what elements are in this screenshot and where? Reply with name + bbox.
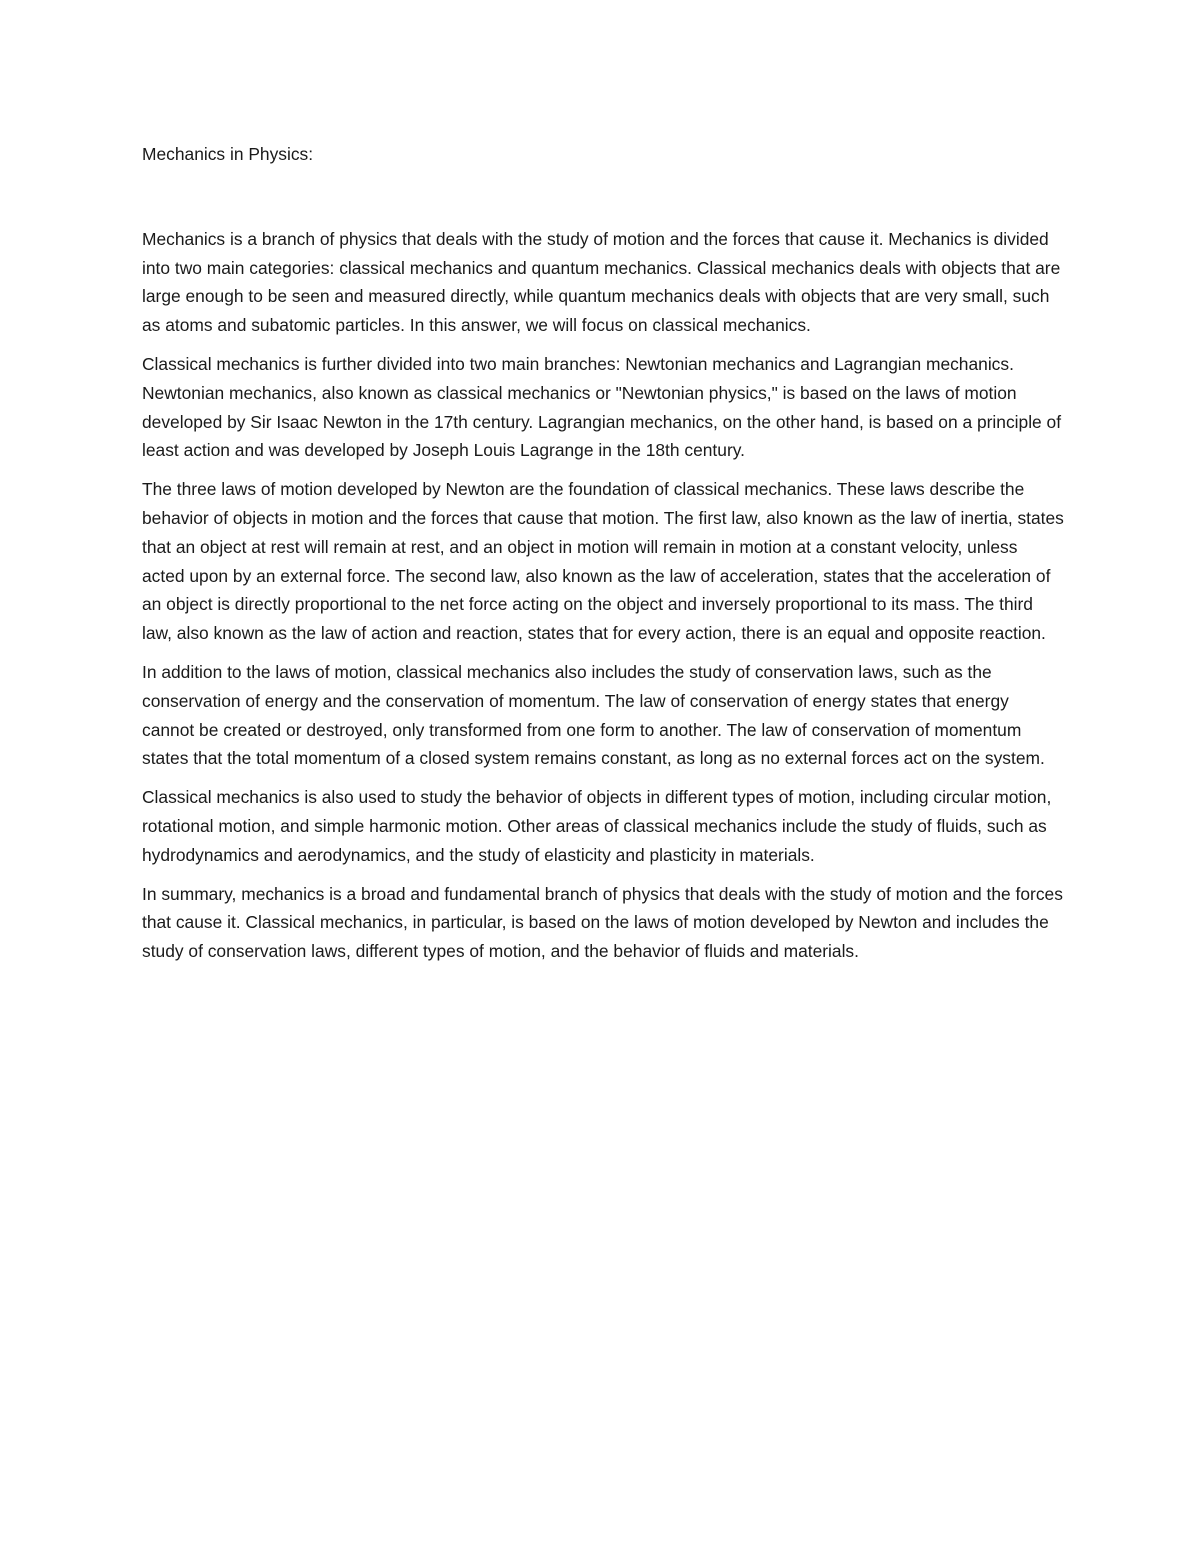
paragraph-laws-of-motion: The three laws of motion developed by Newton are the foundation of classical mechanics. These laws describe the behavior of objects in motion and the forces that cause that motion. The first law, also known as the law of inertia, states that an object at rest will remain at rest, and an object in motion will remain in motion at a constant velocity, unless acted upon by an external force. The second law, also known as the law of acceleration, states that the acceleration of an object is directly proportional to the net force acting on the object and inversely proportional to its mass. The third law, also known as the law of action and reaction, states that for every action, there is an equal and opposite reaction. — [142, 479, 1064, 644]
paragraph-summary: In summary, mechanics is a broad and fundamental branch of physics that deals with the study of motion and the forces that cause it. Classical mechanics, in particular, is based on the laws of motion developed by Newton and includes the study of conservation laws, different types of motion, and the behavior of fluids and materials. — [142, 883, 1063, 962]
paragraph-branches: Classical mechanics is further divided into two main branches: Newtonian mechanics and Lagrangian mechanics. Newtonian mechanics, also known as classical mechanics or "Newtonian physics," is based on the laws of motion developed by Sir Isaac Newton in the 17th century. Lagrangian mechanics, on the other hand, is based on a principle of least action and was developed by Joseph Louis Lagrange in the 18th century. — [142, 353, 1062, 461]
document-title: Mechanics in Physics: — [142, 144, 314, 164]
document-body — [142, 140, 1064, 976]
paragraph-conservation-laws: In addition to the laws of motion, classical mechanics also includes the study of conservation laws, such as the conservation of energy and the conservation of momentum. The law of conservation of energy states that energy cannot be created or destroyed, only transformed from one form to another. The law of conservation of momentum states that the total momentum of a closed system remains constant, as long as no external forces act on the system. — [142, 661, 1045, 769]
paragraph-types-of-motion: Classical mechanics is also used to study the behavior of objects in different types of motion, including circular motion, rotational motion, and simple harmonic motion. Other areas of classical mechanics include the study of fluids, such as hydrodynamics and aerodynamics, and the study of elasticity and plasticity in materials. — [142, 787, 1052, 865]
paragraph-intro: Mechanics is a branch of physics that deals with the study of motion and the forces that cause it. Mechanics is divided into two main categories: classical mechanics and quantum mechanics. Classical mechanics deals with objects that are large enough to be seen and measured directly, while quantum mechanics deals with objects that are very small, such as atoms and subatomic particles. In this answer, we will focus on classical mechanics. — [142, 228, 1061, 336]
